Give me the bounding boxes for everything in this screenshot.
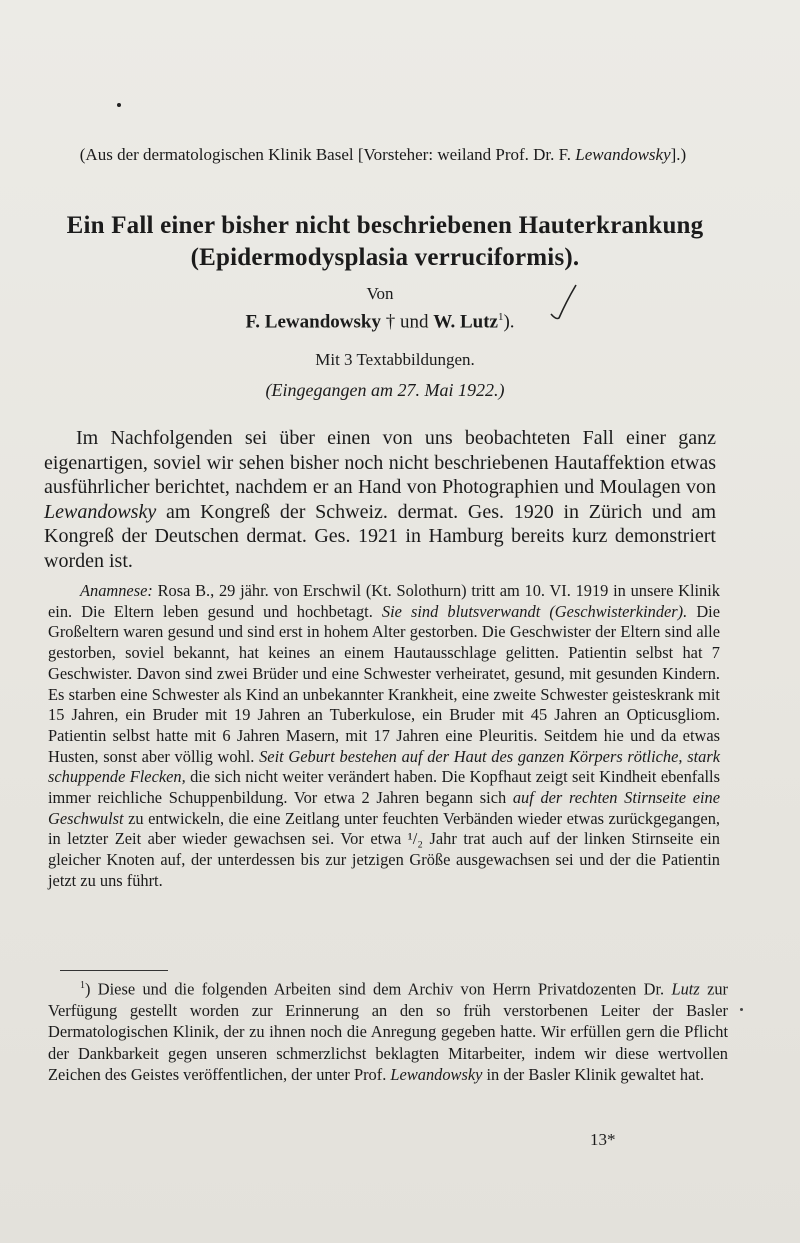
intro-text-2: am Kongreß der Schweiz. dermat. Ges. 1920 in Zürich und am Kongreß der Deutschen dermat. Ges. 1921 in Hamburg bereits kurz demonstriert worden ist. <box>44 500 716 572</box>
intro-paragraph <box>44 426 716 574</box>
dagger: † <box>380 311 400 333</box>
institution-person: Lewandowsky <box>575 145 671 164</box>
institution-note <box>48 143 718 167</box>
anamnese-text-5: Jahr trat auch auf der linken Stirnseite ein gleicher Knoten auf, der unterdessen bis zur jetzigen Größe ausgewachsen sei und der die Patientin jetzt zu uns führt. <box>48 829 720 890</box>
intro-text-1: Im Nachfolgenden sei über einen von uns beobachteten Fall einer ganz eigenartigen, soviel wir sehen bisher noch nicht beschriebenen Hautaffektion etwas ausführlicher berichtet, nachdem er an Hand von Photographien und Moulagen von <box>44 427 716 499</box>
author-1: F. Lewandowsky <box>245 311 381 333</box>
anamnese-italic-3: auf der rechten Stirnseite eine Geschwulst <box>48 788 721 828</box>
anamnese-fraction: ¹/₂ <box>407 829 423 849</box>
intro-name: Lewandowsky <box>44 500 157 523</box>
anamnese-paragraph <box>48 581 720 892</box>
footnote-name-2: Lewandowsky <box>390 1065 483 1085</box>
figure-count: Mit 3 Textabbildungen. <box>315 350 475 369</box>
anamnese-text-2: Die Großeltern waren gesund und sind erst in hohem Alter gestorben. Die Geschwister der Eltern sind alle gestorben, soviel bekannt, hat keines an einem Hautausschlage gelitten. Patientin selbst hat 7 Geschwister. Davon sind zwei Brüder und eine Schwester verheiratet, gesund, mit gesunden Kindern. Es starben eine Schwester als Kind an unbekannter Krankheit, eine zweite Schwester geisteskrank mit 15 Jahren, ein Bruder mit 19 Jahren an Tuberkulose, ein Bruder mit 45 Jahren an Opticusgliom. Patientin selbst hatte mit 6 Jahren Masern, mit 17 Jahren eine Pleuritis. Seitdem hie und da etwas Husten, sonst aber völlig wohl. <box>48 601 720 766</box>
received-date: (Eingegangen am 27. Mai 1922.) <box>265 380 505 400</box>
article-title <box>40 210 730 274</box>
title-line-1: Ein Fall einer bisher nicht beschriebenen Hauterkrankung <box>66 212 704 239</box>
author-and: und <box>399 311 429 333</box>
institution-close: ].) <box>670 145 687 164</box>
author-line <box>0 311 760 333</box>
footnote-rule <box>60 970 168 971</box>
anamnese-italic-1: Sie sind blutsverwandt (Geschwisterkinder). <box>381 601 688 621</box>
anamnese-text-4: zu entwickeln, die eine Zeitlang unter feuchten Verbänden wieder etwas zurückgegangen, in letzter Zeit aber wieder gewachsen sei. Vor etwa <box>48 808 720 849</box>
anamnese-italic-2: Seit Geburt bestehen auf der Haut des ganzen Körpers rötliche, stark schuppende Flecken, <box>48 746 720 787</box>
footnote-text-3: in der Basler Klinik gewaltet hat. <box>482 1065 705 1085</box>
handwritten-check-mark <box>548 282 578 322</box>
footnote-marker: 1 <box>497 311 504 323</box>
anamnese-text-1: Rosa B., 29 jähr. von Erschwil (Kt. Solothurn) tritt am 10. VI. 1919 in unsere Klinik ein. Die Eltern leben gesund und hochbetagt. <box>48 581 720 621</box>
footnote-text-1: ) Diese und die folgenden Arbeiten sind dem Archiv von Herrn Privatdozenten Dr. <box>85 979 672 999</box>
footnote-number: 1 <box>80 980 85 991</box>
print-speck <box>117 103 121 107</box>
anamnese-text-3: die sich nicht weiter verändert haben. Die Kopfhaut zeigt seit Kindheit ebenfalls immer reichliche Schuppenbildung. Vor etwa 2 Jahren begann sich <box>48 767 720 808</box>
footnote <box>48 975 728 1086</box>
author-2: W. Lutz <box>433 311 498 333</box>
title-line-2: (Epidermodysplasia verruciformis). <box>190 244 580 271</box>
footnote-name-1: Lutz <box>671 979 700 999</box>
footnote-text-2: zur Verfügung gestellt worden zur Erinnerung an den so früh verstorbenen Leiter der Basler Dermatologischen Klinik, der zu ihnen noch die Anregung gegeben hatte. Wir erfüllen gern die Pflicht der Dankbarkeit gegen unseren schmerzlichst beklagten Mitarbeiter, indem wir diese wertvollen Zeichen des Geistes veröffentlichen, der unter Prof. <box>48 979 728 1085</box>
byline-von: Von <box>366 284 394 303</box>
page-number: 13* <box>590 1130 616 1149</box>
author-suffix: ). <box>503 311 515 333</box>
anamnese-label: Anamnese: <box>80 581 153 600</box>
print-speck-2 <box>740 1008 743 1011</box>
institution-text: (Aus der dermatologischen Klinik Basel [Vorsteher: weiland Prof. Dr. F. <box>79 145 576 164</box>
